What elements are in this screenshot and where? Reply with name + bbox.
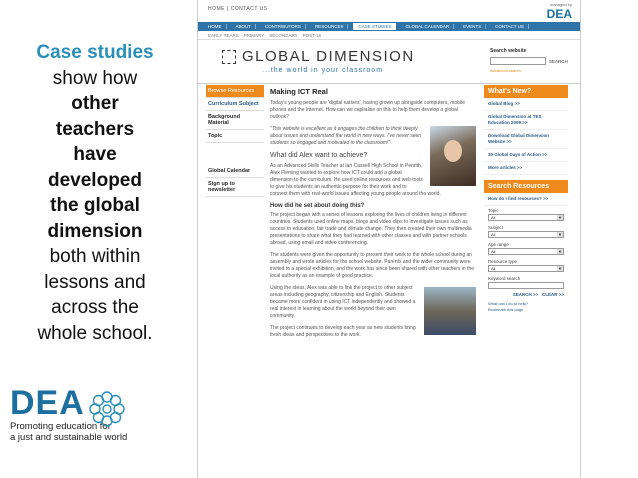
search-button[interactable]: SEARCH xyxy=(549,58,568,64)
chevron-down-icon: ▼ xyxy=(558,215,562,220)
chevron-down-icon: ▼ xyxy=(558,249,562,254)
find-resources-link[interactable]: How do I find resources? >> xyxy=(484,193,568,206)
subnav-item[interactable]: EARLY YEARS xyxy=(208,32,239,38)
nav-item[interactable]: CONTACT US xyxy=(491,24,529,29)
student-photo xyxy=(430,126,476,186)
help-link[interactable]: What can I do to help? xyxy=(488,301,529,306)
sidebar-link[interactable]: Global Dimension at TES Education 2009 >> xyxy=(484,111,568,130)
site-topbar xyxy=(198,0,580,22)
article-heading-how: How did he set about doing this? xyxy=(270,203,365,209)
site-search xyxy=(490,48,570,73)
subject-select[interactable] xyxy=(488,231,564,238)
select-value: All xyxy=(491,232,496,237)
filter-label: Keyword search xyxy=(488,276,521,281)
slide-line: teachers xyxy=(55,118,135,140)
filter-label: Age range xyxy=(488,242,509,247)
sidebar-link[interactable]: More articles >> xyxy=(484,162,568,175)
slide-line: have xyxy=(73,144,117,165)
subnav-item[interactable]: PRIMARY xyxy=(243,32,265,38)
whats-new-heading: What's New? xyxy=(484,85,568,98)
slide-line: lessons and xyxy=(44,271,146,293)
age-range-select[interactable] xyxy=(488,248,564,255)
nav-item[interactable]: HOME xyxy=(204,24,227,29)
managed-by-label: managed by xyxy=(549,2,572,7)
search-resources-heading: Search Resources xyxy=(484,180,568,193)
slide-line: show how xyxy=(52,67,138,89)
slide-heading: Case studies xyxy=(36,42,154,63)
select-value: All xyxy=(491,266,496,271)
main-nav xyxy=(198,22,580,31)
article-paragraph: The project continues to develop each year as new students bring fresh ideas and perspectives to the work. xyxy=(270,325,416,338)
right-sidebar xyxy=(484,85,568,478)
logo-title: GLOBAL DIMENSION xyxy=(242,48,415,65)
sidebar-link[interactable]: Download Global Dimension Website >> xyxy=(484,130,568,149)
filter-label: Topic xyxy=(488,208,499,213)
tagline-line: Promoting education for xyxy=(10,421,111,432)
chevron-down-icon: ▼ xyxy=(558,266,562,271)
leftnav-global-calendar[interactable]: Global Calendar xyxy=(206,165,264,178)
site-header xyxy=(198,40,580,84)
slide-caption xyxy=(0,40,190,346)
sidebar-clear-button[interactable]: CLEAR >> xyxy=(541,292,564,297)
select-value: All xyxy=(491,249,496,254)
sidebar-link[interactable]: Global Blog >> xyxy=(484,98,568,111)
article-title: Making ICT Real xyxy=(270,87,328,96)
filter-label: Resource type xyxy=(488,259,518,264)
search-resources-box xyxy=(484,180,568,317)
logo-mark-icon xyxy=(222,50,236,64)
top-links[interactable]: HOME | CONTACT US xyxy=(208,6,268,12)
leftnav-browse-resources[interactable]: Browse Resources xyxy=(206,85,264,98)
left-navigation xyxy=(198,85,264,478)
slide-line: whole school. xyxy=(37,322,153,344)
leftnav-curriculum-subject[interactable]: Curriculum Subject xyxy=(206,98,264,111)
slide-line: the global xyxy=(50,195,140,216)
leftnav-newsletter[interactable]: Sign up to newsletter xyxy=(206,178,264,197)
slide-line: other xyxy=(71,93,119,114)
article-paragraph: Using the ideas, Alex was able to link the project to other subject areas including geography, citizenship and English. Students became more confident in using ICT independently and showed a real interest in learning about the world beyond their own community. xyxy=(270,285,416,319)
sidebar-link[interactable]: 30 Global Days of Action >> xyxy=(484,149,568,162)
select-value: All xyxy=(491,215,496,220)
nav-item-case-studies[interactable]: CASE STUDIES xyxy=(353,23,396,30)
article-quote: "This website is excellent as it engages the children to think deeply about issues and understand the world in new ways. I've never seen students so engaged and motivated in the classroom!" xyxy=(270,126,422,146)
nav-item[interactable]: CONTRIBUTORS xyxy=(261,24,306,29)
article-paragraph: The students were given the opportunity to present their work to the whole school during an assembly and wrote articles for the school website. Parents and the wider community were invited to a special exhibition, and the work has since been shared with other teachers in the local authority as an example of good practice. xyxy=(270,252,475,279)
article-heading-aim: What did Alex want to achieve? xyxy=(270,152,368,159)
nav-item[interactable]: ABOUT xyxy=(232,24,257,29)
slide-line: dimension xyxy=(47,220,143,242)
nav-item[interactable]: GLOBAL CALENDAR xyxy=(401,24,454,29)
dea-logo-text: DEA xyxy=(10,384,85,422)
sidebar-search-button[interactable]: SEARCH >> xyxy=(512,292,539,297)
slide-line: developed xyxy=(48,169,142,191)
bookmark-link[interactable]: Bookmark this page xyxy=(488,307,524,312)
keyword-input[interactable] xyxy=(488,282,564,289)
subnav-item[interactable]: SECONDARY xyxy=(269,32,298,38)
website-screenshot xyxy=(197,0,581,478)
leftnav-background-material[interactable]: Background Material xyxy=(206,111,264,130)
slide-line: across the xyxy=(51,297,139,318)
article-body xyxy=(264,85,484,478)
global-dimension-logo[interactable] xyxy=(222,48,415,65)
article-paragraph: As an Advanced Skills Teacher at Ian Cassell High School in Penrith, Alex Fleming wanted to explore how ICT could add a global dimension to the curriculum. He used online resources and web tools to give his students an authentic purpose for their work and to connect them with real-world issues affecting young people around the world. xyxy=(270,163,441,197)
topic-select[interactable] xyxy=(488,214,564,221)
search-input[interactable] xyxy=(490,57,546,65)
article-paragraph: The project began with a series of lessons exploring the lives of children living in different countries. Students used online maps, blogs and video clips to investigate issues such as access to education, fair trade and climate change. They then created their own multimedia presentations to share what they had learned with other classes and with partner schools abroad, using email and video conferencing. xyxy=(270,212,472,246)
sub-nav xyxy=(198,31,580,40)
search-label: Search website xyxy=(490,48,527,54)
nav-item[interactable]: RESOURCES xyxy=(311,24,349,29)
slide-line: both within xyxy=(49,246,141,267)
whats-new-box xyxy=(484,85,568,175)
chevron-down-icon: ▼ xyxy=(558,232,562,237)
logo-subtitle: ...the world in your classroom xyxy=(262,67,384,74)
dea-small-text: DEA xyxy=(546,7,572,21)
dea-flower-icon xyxy=(86,388,128,430)
filter-label: Subject xyxy=(488,225,504,230)
article-intro: Today's young people are 'digital natives', having grown up alongside computers, mobile phones and the Internet. How can we capitalise on this to help them develop a global outlook? xyxy=(270,100,465,120)
advanced-search-link[interactable]: Advanced search xyxy=(490,68,521,73)
nav-item[interactable]: EVENTS xyxy=(459,24,486,29)
subnav-item[interactable]: POST-16 xyxy=(302,32,322,38)
tagline-line: a just and sustainable world xyxy=(10,432,128,443)
dea-small-logo xyxy=(547,2,572,21)
classroom-photo xyxy=(424,287,476,335)
leftnav-topic[interactable]: Topic xyxy=(206,130,264,143)
sidebar-small-links xyxy=(484,297,568,317)
resource-type-select[interactable] xyxy=(488,265,564,272)
